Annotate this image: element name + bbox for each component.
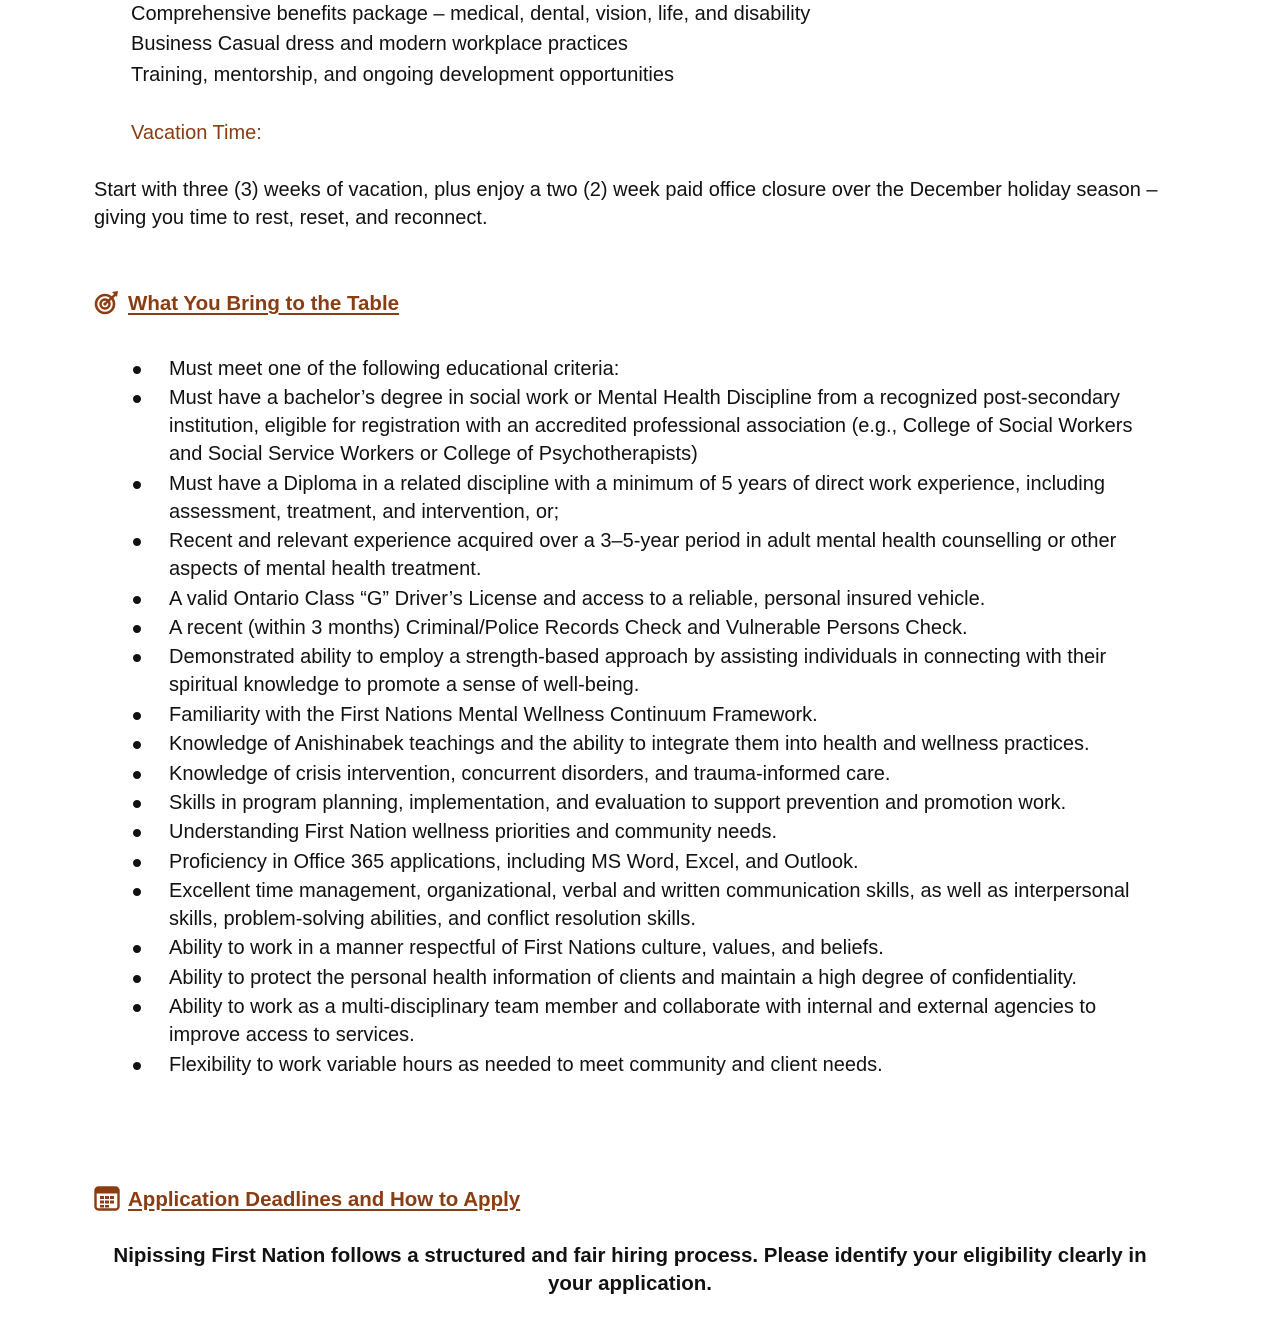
list-item: A valid Ontario Class “G” Driver’s License and access to a reliable, personal insured vehicle.: [0, 585, 1169, 613]
list-item: Knowledge of crisis intervention, concurrent disorders, and trauma-informed care.: [0, 760, 1169, 788]
target-icon: [94, 291, 120, 323]
bullet-icon: [133, 800, 141, 808]
list-item: Excellent time management, organizational, verbal and written communication skills, as well as interpersonal skills, problem-solving abilities, and conflict resolution skills.: [0, 877, 1169, 933]
application-heading: [94, 1185, 520, 1219]
list-item: Familiarity with the First Nations Mental Wellness Continuum Framework.: [0, 701, 1169, 729]
list-item: Must have a bachelor’s degree in social work or Mental Health Discipline from a recognized post-secondary institution, eligible for registration with an accredited professional association (e.g., College of Social Workers and Social Service Workers or College of Psychotherapists): [0, 384, 1169, 468]
list-item: Skills in program planning, implementation, and evaluation to support prevention and promotion work.: [0, 789, 1169, 817]
list-item: Knowledge of Anishinabek teachings and the ability to integrate them into health and wellness practices.: [0, 730, 1169, 758]
requirements-heading: [94, 290, 399, 323]
bullet-icon: [133, 741, 141, 749]
bullet-icon: [133, 859, 141, 867]
list-item: Must meet one of the following educational criteria:: [0, 355, 1169, 383]
bullet-icon: [133, 654, 141, 662]
bullet-icon: [133, 1004, 141, 1012]
bullet-icon: [133, 625, 141, 633]
requirements-list: [0, 355, 1275, 1080]
vacation-text: Start with three (3) weeks of vacation, plus enjoy a two (2) week paid office closure over the December holiday season – giving you time to rest, reset, and reconnect.: [94, 179, 1158, 229]
bullet-icon: [133, 945, 141, 953]
bullet-icon: [133, 481, 141, 489]
bullet-icon: [133, 538, 141, 546]
list-item: Demonstrated ability to employ a strength-based approach by assisting individuals in connecting with their spiritual knowledge to promote a sense of well-being.: [0, 643, 1169, 699]
list-item: Proficiency in Office 365 applications, including MS Word, Excel, and Outlook.: [0, 848, 1169, 876]
benefit-item: Business Casual dress and modern workplace practices: [131, 33, 628, 55]
bullet-icon: [133, 975, 141, 983]
requirements-heading-label: What You Bring to the Table: [128, 292, 400, 315]
application-text: Nipissing First Nation follows a structured and fair hiring process. Please identify your eligibility clearly in your application.: [113, 1244, 1147, 1295]
bullet-icon: [133, 888, 141, 896]
list-item: Recent and relevant experience acquired over a 3–5-year period in adult mental health counselling or other aspects of mental health treatment.: [0, 527, 1169, 583]
list-item: Understanding First Nation wellness priorities and community needs.: [0, 818, 1169, 846]
list-item: Flexibility to work variable hours as needed to meet community and client needs.: [0, 1051, 1169, 1079]
calendar-icon: [94, 1185, 120, 1219]
list-item: Ability to protect the personal health information of clients and maintain a high degree of confidentiality.: [0, 964, 1169, 992]
benefit-item: Training, mentorship, and ongoing development opportunities: [131, 64, 674, 86]
bullet-icon: [133, 366, 141, 374]
bullet-icon: [133, 1062, 141, 1070]
list-item: Ability to work in a manner respectful of First Nations culture, values, and beliefs.: [0, 934, 1169, 962]
bullet-icon: [133, 596, 141, 604]
bullet-icon: [133, 771, 141, 779]
list-item: Ability to work as a multi-disciplinary team member and collaborate with internal and external agencies to improve access to services.: [0, 993, 1169, 1049]
bullet-icon: [133, 712, 141, 720]
list-item: A recent (within 3 months) Criminal/Police Records Check and Vulnerable Persons Check.: [0, 614, 1169, 642]
list-item: Must have a Diploma in a related discipline with a minimum of 5 years of direct work experience, including assessment, treatment, and intervention, or;: [0, 470, 1169, 526]
application-heading-label: Application Deadlines and How to Apply: [128, 1188, 521, 1211]
bullet-icon: [133, 395, 141, 403]
vacation-heading: Vacation Time:: [131, 122, 262, 144]
benefit-item: Comprehensive benefits package – medical, dental, vision, life, and disability: [131, 3, 811, 25]
bullet-icon: [133, 829, 141, 837]
